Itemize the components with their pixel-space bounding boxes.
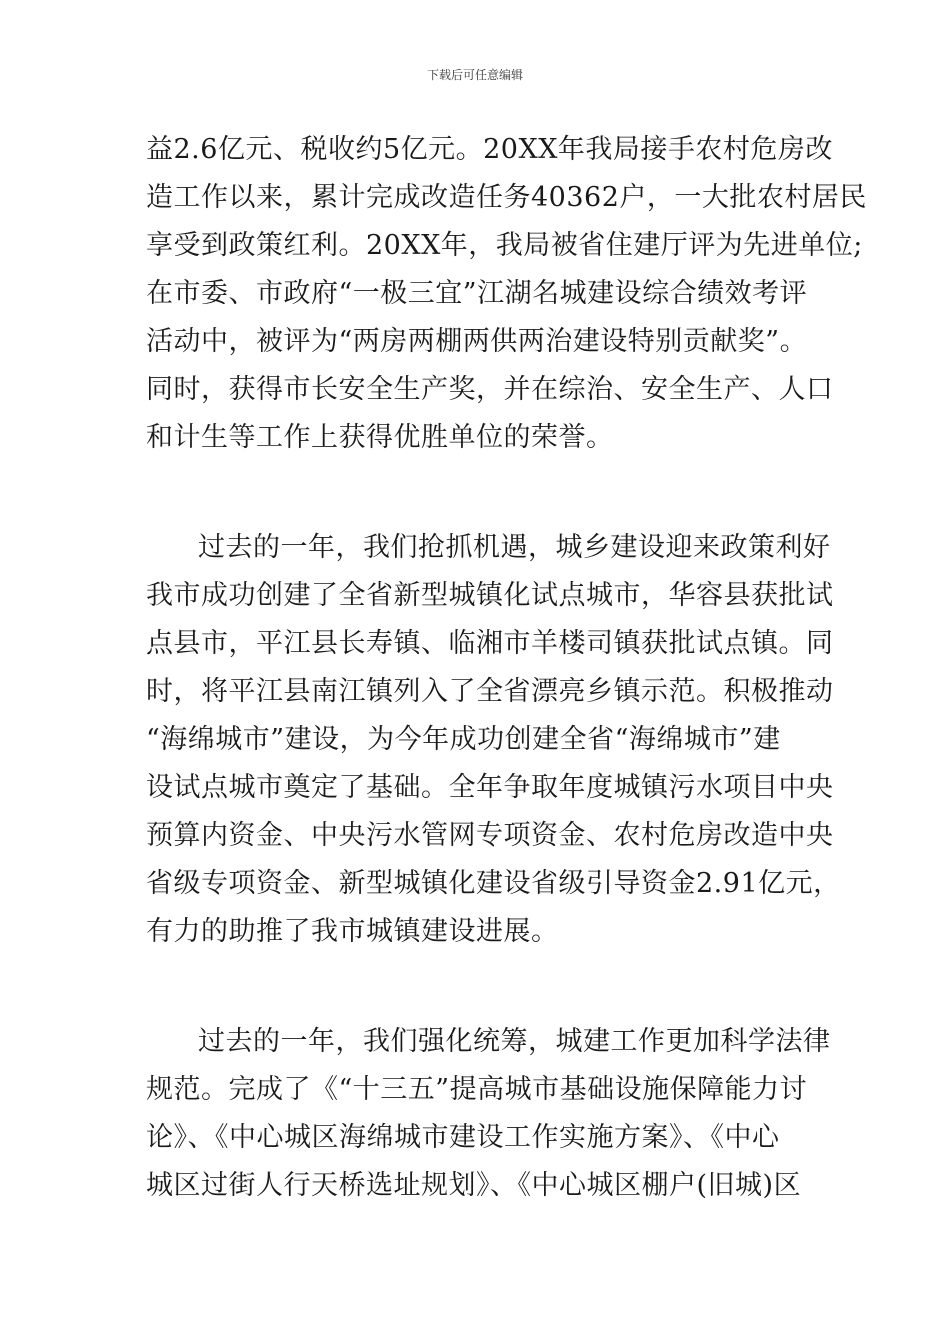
text-line: 论》、《中心城区海绵城市建设工作实施方案》、《中心 <box>146 1122 780 1153</box>
text-line: 造工作以来，累计完成改造任务40362户，一大批农村居民 <box>146 182 867 213</box>
page-header: 下载后可任意编辑 <box>426 68 523 82</box>
text-line: 同时，获得市长安全生产奖，并在综治、安全生产、人口 <box>146 374 834 405</box>
text-line: 设试点城市奠定了基础。全年争取年度城镇污水项目中央 <box>146 772 834 803</box>
text-line: 点县市，平江县长寿镇、临湘市羊楼司镇获批试点镇。同 <box>146 628 834 659</box>
text-line: 益2.6亿元、税收约5亿元。20XX年我局接手农村危房改 <box>146 134 833 165</box>
text-line: 我市成功创建了全省新型城镇化试点城市，华容县获批试 <box>146 580 834 611</box>
text-line: “海绵城市”建设，为今年成功创建全省“海绵城市”建 <box>146 724 781 755</box>
text-line: 活动中，被评为“两房两棚两供两治建设特别贡献奖”。 <box>146 326 808 357</box>
text-line: 省级专项资金、新型城镇化建设省级引导资金2.91亿元， <box>146 868 841 899</box>
text-line: 预算内资金、中央污水管网专项资金、农村危房改造中央 <box>146 820 834 851</box>
text-line: 在市委、市政府“一极三宜”江湖名城建设综合绩效考评 <box>146 278 808 309</box>
text-line: 和计生等工作上获得优胜单位的荣誉。 <box>146 422 614 453</box>
text-line: 城区过街人行天桥选址规划》、《中心城区棚户(旧城)区 <box>146 1170 802 1201</box>
text-line: 过去的一年，我们抢抓机遇，城乡建设迎来政策利好 <box>198 532 831 563</box>
text-line: 过去的一年，我们强化统筹，城建工作更加科学法律 <box>198 1026 831 1057</box>
text-line: 有力的助推了我市城镇建设进展。 <box>146 916 559 947</box>
text-line: 享受到政策红利。20XX年，我局被省住建厅评为先进单位; <box>146 230 863 261</box>
text-line: 时，将平江县南江镇列入了全省漂亮乡镇示范。积极推动 <box>146 676 834 707</box>
text-line: 规范。完成了《“十三五”提高城市基础设施保障能力讨 <box>146 1074 808 1105</box>
